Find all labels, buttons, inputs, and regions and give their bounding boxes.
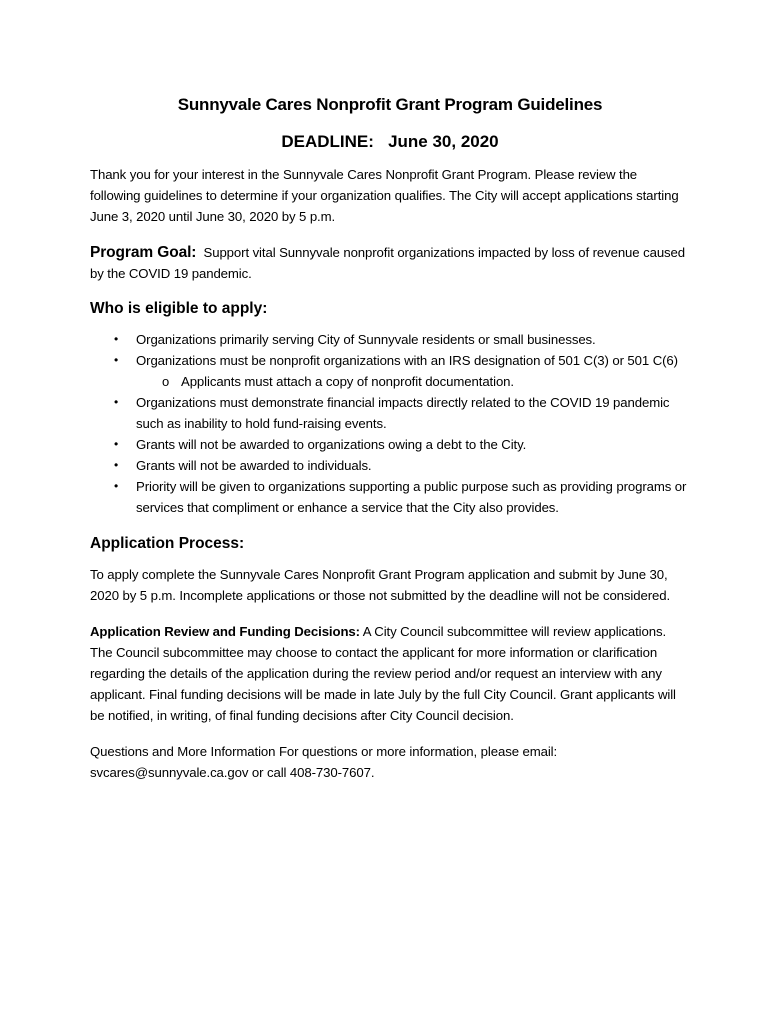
contact-paragraph: [90, 741, 690, 783]
eligibility-heading: Who is eligible to apply:: [90, 300, 268, 317]
contact-phone-text: or call 408-730-7607.: [248, 765, 375, 780]
list-item-text: Organizations must demonstrate financial impacts directly related to the COVID 19 pandemic such as inability to hold fund-raising events.: [136, 395, 670, 431]
list-item: [90, 392, 690, 434]
list-item-text: Grants will not be awarded to individuals.: [136, 458, 372, 473]
bullet-icon: •: [114, 332, 119, 346]
review-label: Application Review and Funding Decisions:: [90, 624, 360, 639]
list-item: [90, 329, 690, 350]
list-item-text: Organizations must be nonprofit organizations with an IRS designation of 501 C(3) or 501 C(6): [136, 353, 678, 368]
program-goal: [90, 242, 690, 284]
list-item-text: Organizations primarily serving City of Sunnyvale residents or small businesses.: [136, 332, 596, 347]
sub-list: [136, 371, 690, 392]
application-heading: Application Process:: [90, 535, 245, 552]
bullet-icon: •: [114, 395, 119, 409]
list-item-text: Grants will not be awarded to organizations owing a debt to the City.: [136, 437, 527, 452]
list-item-text: Priority will be given to organizations supporting a public purpose such as providing programs or services that compliment or enhance a service that the City also provides.: [136, 479, 687, 515]
circle-bullet-icon: o: [162, 374, 170, 389]
document-page: [90, 94, 690, 783]
bullet-icon: •: [114, 479, 119, 493]
eligibility-list: [90, 329, 690, 518]
review-text: A City Council subcommittee will review applications. The Council subcommittee may choose to contact the applicant for more information or clarification regarding the details of the application during the review period and/or request an interview with any applicant. Final funding decisions will be made in late July by the full City Council. Grant applicants will be notified, in writing, of final funding decisions after City Council decision.: [90, 624, 676, 723]
contact-text: Questions and More Information For questions or more information, please email:: [90, 744, 558, 759]
intro-paragraph: Thank you for your interest in the Sunnyvale Cares Nonprofit Grant Program. Please review the following guidelines to determine if your organization qualifies. The City will accept applications starting June 3, 2020 until June 30, 2020 by 5 p.m.: [90, 167, 679, 224]
deadline-heading: DEADLINE: June 30, 2020: [281, 132, 499, 151]
bullet-icon: •: [114, 353, 119, 367]
bullet-icon: •: [114, 458, 119, 472]
program-goal-label: Program Goal:: [90, 244, 197, 261]
bullet-icon: •: [114, 437, 119, 451]
application-paragraph: To apply complete the Sunnyvale Cares Nonprofit Grant Program application and submit by June 30, 2020 by 5 p.m. Incomplete applications or those not submitted by the deadline will not be considered.: [90, 567, 671, 603]
list-item: [90, 434, 690, 455]
sub-list-item-text: Applicants must attach a copy of nonprofit documentation.: [181, 374, 514, 389]
list-item: [90, 350, 690, 392]
document-title: Sunnyvale Cares Nonprofit Grant Program Guidelines: [177, 95, 603, 114]
list-item: [90, 455, 690, 476]
program-goal-text: Support vital Sunnyvale nonprofit organizations impacted by loss of revenue caused by the COVID 19 pandemic.: [90, 245, 686, 281]
sub-list-item: [136, 371, 690, 392]
review-paragraph: [90, 621, 690, 726]
contact-email: svcares@sunnyvale.ca.gov: [90, 765, 249, 780]
list-item: [90, 476, 690, 518]
